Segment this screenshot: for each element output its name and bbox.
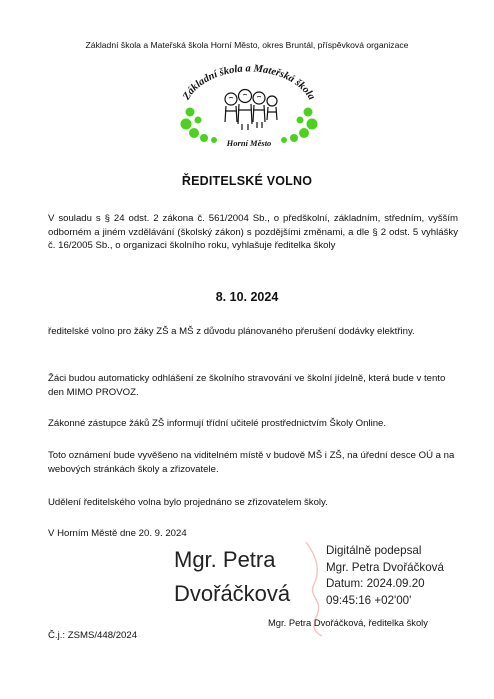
publication-paragraph: Toto oznámení bude vyvěšeno na viditelném místě v budově MŠ i ZŠ, na úřední desce OÚ a na webových stránkách školy a zřizovatele.	[48, 450, 455, 475]
digital-signature-line: Digitálně podepsal	[326, 544, 422, 557]
children-figures-icon	[225, 90, 277, 131]
parents-info-paragraph: Zákonné zástupce žáků ZŠ informují třídní učitelé prostřednictvím Školy Online.	[48, 418, 387, 429]
canteen-paragraph: Žáci budou automaticky odhlášení ze školního stravování ve školní jídelně, která bude v tento den MIMO PROVOZ.	[48, 373, 446, 398]
digital-signature-line: Datum: 2024.09.20	[326, 577, 425, 590]
logo-dot	[307, 119, 318, 130]
digital-signature-line: 09:45:16 +02'00'	[326, 593, 412, 607]
logo-dot	[200, 134, 208, 142]
holiday-date: 8. 10. 2024	[215, 290, 279, 304]
logo-dot	[186, 108, 195, 117]
logo-dot	[181, 119, 192, 130]
logo-dot	[211, 137, 217, 143]
organization-header: Základní škola a Mateřská škola Horní Město, okres Bruntál, příspěvková organizace	[85, 40, 409, 50]
school-logo	[174, 58, 324, 150]
signer-caption: Mgr. Petra Dvořáčková, ředitelka školy	[268, 617, 428, 628]
intro-paragraph: V souladu s § 24 odst. 2 zákona č. 561/2004 Sb., o předškolní, základním, středním, vyšším odborném a jiném vzdělávání (školský zákon) s pozdějšími změnami, a dle § 2 odst. 5 vyhlášky č. 16/2005 Sb., o organizaci školního roku, vyhlašuje ředitelka školy	[48, 213, 458, 252]
logo-dot	[297, 117, 304, 124]
logo-dot	[281, 137, 287, 143]
logo-dot	[304, 108, 313, 117]
document-title: ŘEDITELSKÉ VOLNO	[181, 174, 313, 188]
reference-number: Č.j.: ZSMS/448/2024	[48, 630, 138, 641]
signature-name-line1: Mgr. Petra	[174, 547, 276, 572]
digital-signature-block	[326, 543, 486, 609]
reason-paragraph: ředitelské volno pro žáky ZŠ a MŠ z důvodu plánovaného přerušení dodávky elektřiny.	[48, 326, 415, 337]
logo-dot	[299, 128, 309, 138]
digital-signature-line: Mgr. Petra Dvořáčková	[326, 560, 444, 574]
approval-paragraph: Udělení ředitelského volna bylo projednáno se zřizovatelem školy.	[48, 497, 328, 508]
logo-dot	[290, 134, 298, 142]
logo-dot	[195, 117, 202, 124]
place-date: V Horním Městě dne 20. 9. 2024	[48, 528, 187, 539]
logo-bottom-text: Horní Město	[226, 138, 272, 148]
logo-arc-text: Základní škola a Mateřská škola	[181, 63, 317, 103]
signature-name-line2: Dvořáčková	[174, 581, 291, 606]
logo-dot	[189, 128, 199, 138]
